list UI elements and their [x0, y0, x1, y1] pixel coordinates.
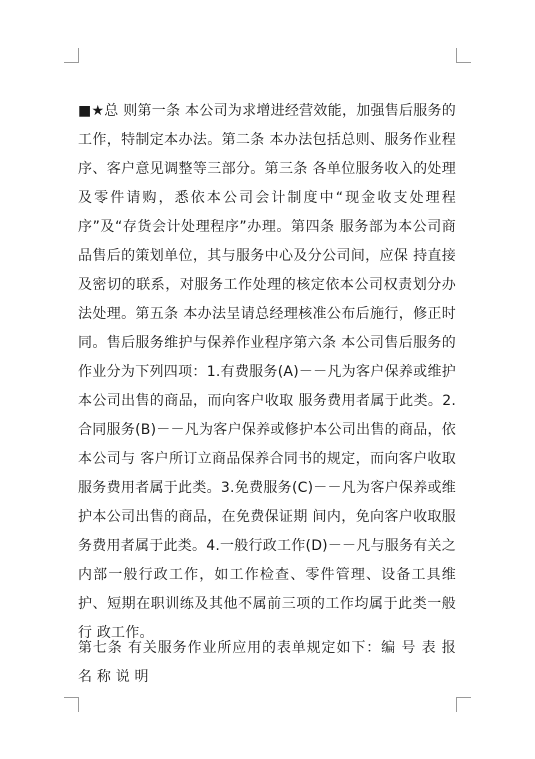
margin-corner-mark-bottom-left	[64, 697, 79, 712]
margin-corner-mark-top-right	[456, 48, 471, 63]
margin-corner-mark-top-left	[64, 48, 79, 63]
margin-corner-mark-bottom-right	[456, 697, 471, 712]
paragraph-article-seven: 第七条 有关服务作业所应用的表单规定如下：编 号 表 报 名 称 说 明	[78, 640, 456, 685]
paragraph-general-provisions: ■★总 则第一条 本公司为求增进经营效能，加强售后服务的工作，特制定本办法。第二条 本办法包括总则、服务作业程序、客户意见调整等三部分。第三条 各单位服务收入的处理及零件请购，悉依本公司会计制度中“现金收支处理程序”及“存货会计处理程序”办理。第四条 服务部为本公司商品售后的策划单位，其与服务中心及分公司间，应保 持直接及密切的联系，对服务工作处理的核定依本公司权责划分办法处理。第五条 本办法呈请总经理核准公布后施行，修正时同。售后服务维护与保养作业程序第六条 本公司售后服务的作业分为下列四项：1.有费服务(A)－－凡为客户保养或维护本公司出售的商品，而向客户收取 服务费用者属于此类。2.合同服务(B)－－凡为客户保养或修护本公司出售的商品，依本公司与 客户所订立商品保养合同书的规定，而向客户收取服务费用者属于此类。3.免费服务(C)－－凡为客户保养或维护本公司出售的商品，在免费保证期 间内，免向客户收取服务费用者属于此类。4.一般行政工作(D)－－凡与服务有关之内部一般行政工作，如工作检查、零件管理、设备工具维护、短期在职训练及其他不属前三项的工作均属于此类一般行 政工作。	[78, 103, 456, 641]
